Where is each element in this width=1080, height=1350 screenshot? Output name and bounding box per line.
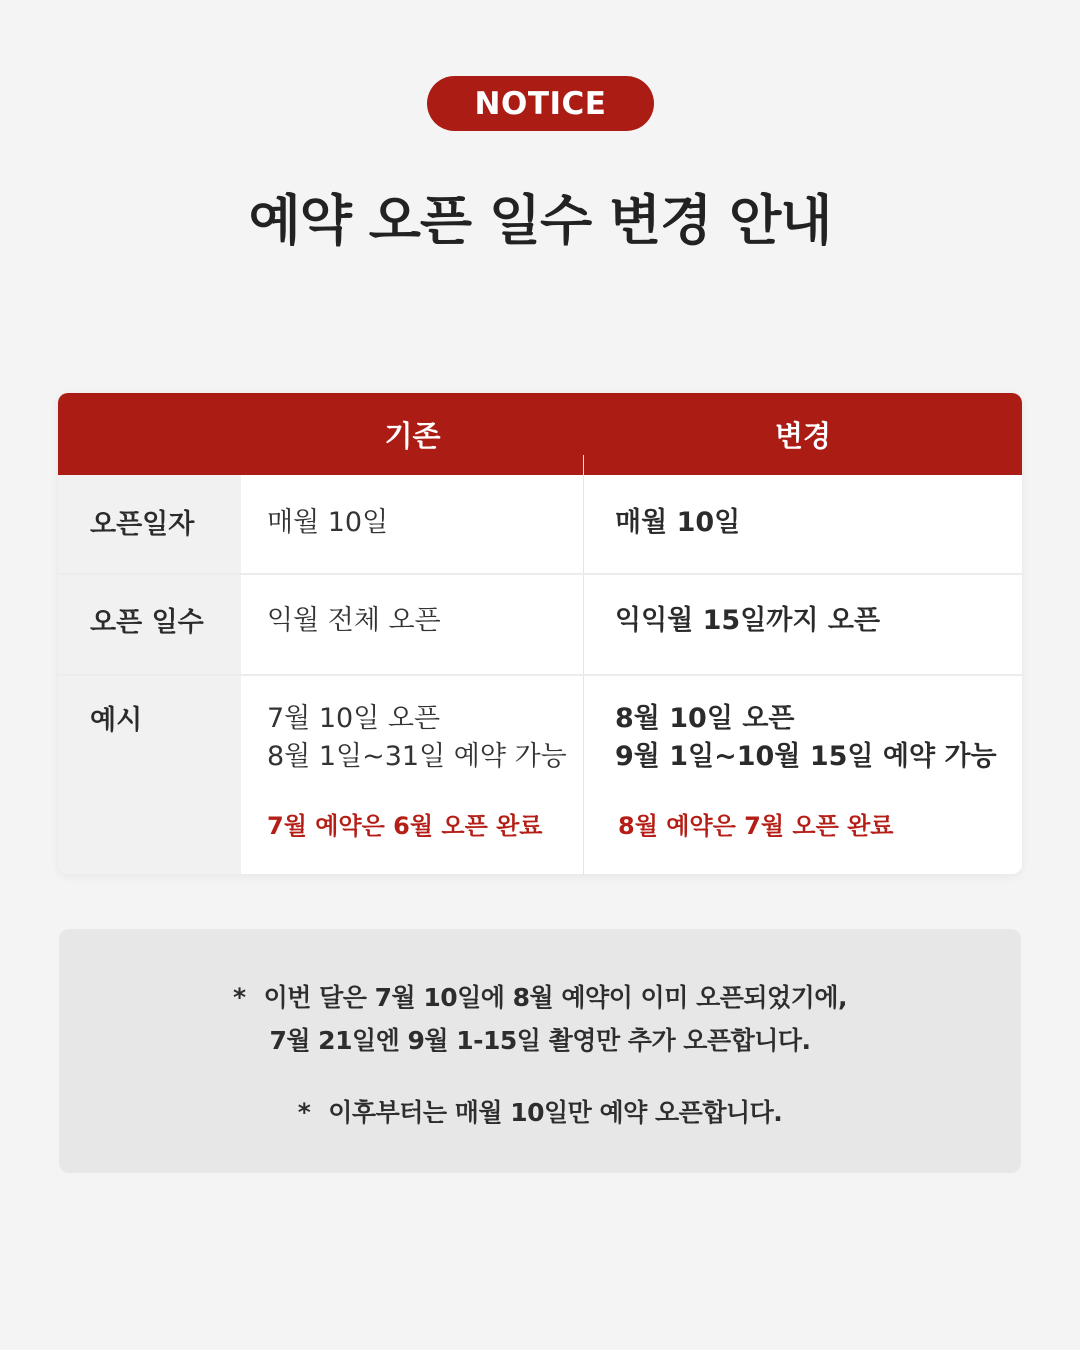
open-days-previous: 익월 전체 오픈: [267, 605, 441, 636]
note-bullet: *: [233, 983, 246, 1012]
row-label-open-date: 오픈일자: [90, 509, 195, 540]
note-1-line-1-text: 이번 달은 7월 10일에 8월 예약이 이미 오픈되었기에,: [263, 983, 847, 1012]
header-previous: 기존: [384, 418, 441, 453]
open-days-changed: 익익월 15일까지 오픈: [615, 605, 881, 636]
open-date-changed: 매월 10일: [615, 507, 741, 538]
row-label-example: 예시: [90, 705, 143, 736]
example-changed-line2: 9월 1일~10월 15일 예약 가능: [615, 741, 997, 772]
example-changed-note: 8월 예약은 7월 오픈 완료: [618, 812, 894, 840]
note-bullet: *: [297, 1098, 311, 1127]
example-changed-line1: 8월 10일 오픈: [615, 703, 795, 734]
note-1-line-1: [59, 978, 1021, 1014]
note-2-text: 이후부터는 매월 10일만 예약 오픈합니다.: [328, 1098, 783, 1127]
note-1-line-2: 7월 21일엔 9월 1-15일 촬영만 추가 오픈합니다.: [269, 1026, 811, 1055]
open-date-previous: 매월 10일: [267, 507, 389, 538]
example-previous-line1: 7월 10일 오픈: [267, 703, 441, 734]
example-previous-line2: 8월 1일~31일 예약 가능: [267, 741, 567, 772]
row-divider: [58, 573, 1022, 575]
page-title: 예약 오픈 일수 변경 안내: [248, 189, 832, 252]
header-changed: 변경: [774, 418, 832, 453]
note-2: [59, 1093, 1021, 1129]
example-previous-note: 7월 예약은 6월 오픈 완료: [267, 812, 543, 840]
notice-badge: NOTICE: [427, 76, 654, 131]
notes-box: [59, 929, 1021, 1173]
row-label-open-days: 오픈 일수: [90, 607, 204, 638]
table-header: [58, 393, 1022, 475]
column-divider: [583, 455, 584, 874]
comparison-table: [58, 393, 1022, 874]
row-divider: [58, 674, 1022, 676]
